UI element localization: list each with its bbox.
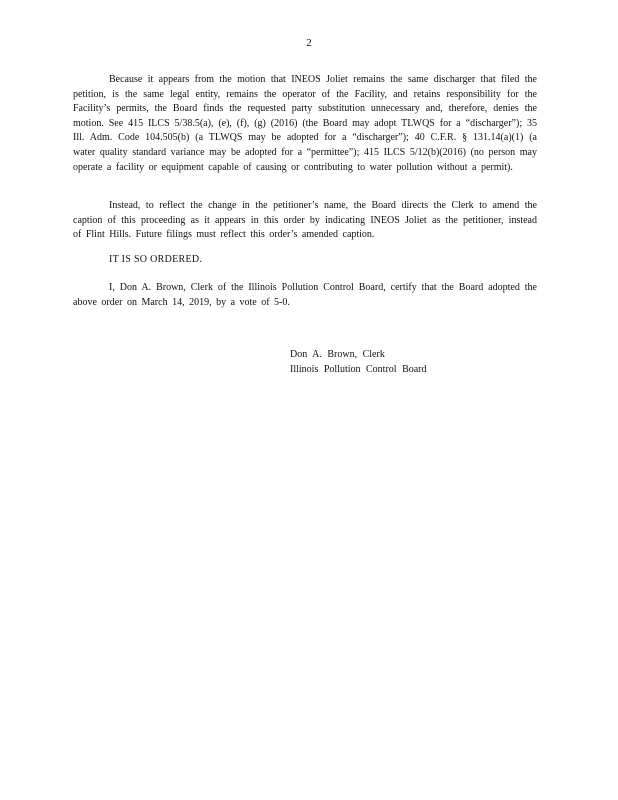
- party-substitution-text: Because it appears from the motion that INEOS Joliet remains the same discharger that filed the petition, is the same legal entity, remains the operator of the Facility, and retains responsibility for the Facility’s permits, the Board finds the requested party substitution unnecessary and, therefore, denies the motion. See 415 ILCS 5/38.5(a), (e), (f), (g) (2016) (the Board may adopt TLWQS for a “discharger”); 35 Ill. Adm. Code 104.505(b) (a TLWQS may be adopted for a “discharger”); 40 C.F.R. § 131.14(a)(1) (a water quality standard variance may be adopted for a “permittee”); 415 ILCS 5/12(b)(2016) (no person may operate a facility or equipment capable of causing or contributing to water pollution without a permit).: [73, 74, 537, 173]
- so-ordered-line: IT IS SO ORDERED.: [109, 254, 203, 265]
- party-substitution-paragraph: [73, 73, 537, 175]
- signatory-name: Don A. Brown, Clerk: [290, 349, 385, 360]
- clerk-certification-text: I, Don A. Brown, Clerk of the Illinois Pollution Control Board, certify that the Board adopted the above order on March 14, 2019, by a vote of 5-0.: [73, 282, 537, 308]
- signatory-organization: Illinois Pollution Control Board: [290, 363, 427, 375]
- caption-amendment-paragraph: [73, 199, 537, 243]
- caption-amendment-text: Instead, to reflect the change in the petitioner’s name, the Board directs the Clerk to amend the caption of this proceeding as it appears in this order by indicating INEOS Joliet as the petitioner, instead of Flint Hills. Future filings must reflect this order’s amended caption.: [73, 200, 537, 241]
- clerk-certification-paragraph: [73, 281, 537, 310]
- page-number: 2: [306, 37, 312, 49]
- signature-block: [290, 348, 427, 377]
